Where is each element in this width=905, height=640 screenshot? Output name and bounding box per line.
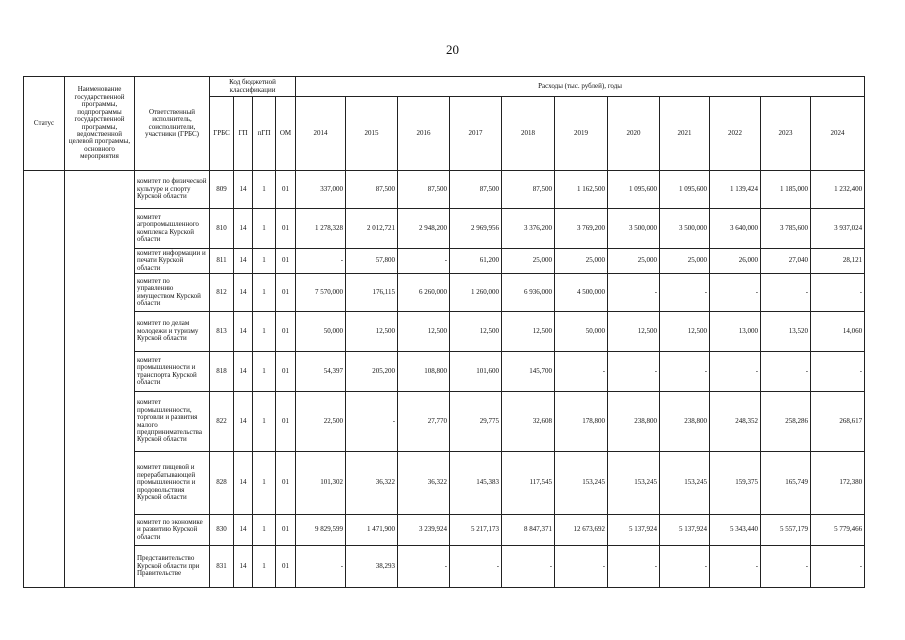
expense-value-cell: 145,700 [502, 352, 555, 392]
expense-value-cell: - [555, 546, 608, 588]
responsible-org-cell: комитет по физической культуре и спорту Курской области [135, 171, 210, 209]
header-expenses: Расходы (тыс. рублей), годы [296, 77, 865, 97]
header-code-col: ГРБС [210, 97, 234, 171]
expense-value-cell: 268,617 [811, 392, 865, 452]
expense-value-cell: 238,800 [660, 392, 710, 452]
code-cell-gp: 14 [234, 546, 253, 588]
expense-value-cell: - [502, 546, 555, 588]
expense-value-cell: 25,000 [502, 249, 555, 274]
expense-value-cell: 12,500 [398, 312, 450, 352]
expense-value-cell: 337,000 [296, 171, 346, 209]
expense-value-cell: 153,245 [555, 452, 608, 515]
responsible-org-cell: комитет по делам молодежи и туризму Курской области [135, 312, 210, 352]
table-row [24, 312, 865, 352]
expense-value-cell: 12,500 [346, 312, 398, 352]
expense-value-cell: 1 260,000 [450, 274, 502, 312]
status-cell [24, 171, 65, 588]
table-row [24, 274, 865, 312]
expense-value-cell: - [811, 546, 865, 588]
expense-value-cell: 12,500 [450, 312, 502, 352]
expense-value-cell: 5 217,173 [450, 515, 502, 546]
expense-value-cell: 3 500,000 [660, 209, 710, 249]
expense-value-cell: - [296, 249, 346, 274]
responsible-org-cell: комитет пищевой и перерабатывающей промышленности и продовольствия Курской области [135, 452, 210, 515]
code-cell-om: 01 [276, 312, 296, 352]
expense-value-cell: 5 343,440 [710, 515, 761, 546]
code-cell-grbs: 813 [210, 312, 234, 352]
header-year: 2022 [710, 97, 761, 171]
expense-value-cell: 101,600 [450, 352, 502, 392]
expense-value-cell: 5 137,924 [660, 515, 710, 546]
expense-value-cell: - [296, 546, 346, 588]
program-name-cell [65, 171, 135, 588]
expense-value-cell: - [660, 546, 710, 588]
expense-value-cell: 87,500 [346, 171, 398, 209]
expense-value-cell: 1 095,600 [608, 171, 660, 209]
expense-value-cell: 8 847,371 [502, 515, 555, 546]
expense-value-cell: 26,000 [710, 249, 761, 274]
expense-value-cell: 36,322 [398, 452, 450, 515]
code-cell-grbs: 812 [210, 274, 234, 312]
expense-value-cell: 28,121 [811, 249, 865, 274]
expense-value-cell: 57,800 [346, 249, 398, 274]
expense-value-cell: 61,200 [450, 249, 502, 274]
code-cell-gp: 14 [234, 452, 253, 515]
expense-value-cell: 12 673,692 [555, 515, 608, 546]
code-cell-pgp: 1 [253, 392, 276, 452]
code-cell-pgp: 1 [253, 209, 276, 249]
code-cell-om: 01 [276, 392, 296, 452]
code-cell-pgp: 1 [253, 249, 276, 274]
expense-value-cell: 2 969,956 [450, 209, 502, 249]
expense-value-cell: - [761, 352, 811, 392]
expense-value-cell: 3 785,600 [761, 209, 811, 249]
code-cell-pgp: 1 [253, 546, 276, 588]
expense-value-cell: - [710, 546, 761, 588]
expense-value-cell: - [346, 392, 398, 452]
table-row [24, 171, 865, 209]
expense-value-cell: 176,115 [346, 274, 398, 312]
code-cell-gp: 14 [234, 171, 253, 209]
expense-value-cell: 87,500 [450, 171, 502, 209]
expense-value-cell: 50,000 [296, 312, 346, 352]
expense-value-cell: 87,500 [502, 171, 555, 209]
expense-value-cell: 1 139,424 [710, 171, 761, 209]
expense-value-cell: 1 278,328 [296, 209, 346, 249]
code-cell-grbs: 830 [210, 515, 234, 546]
code-cell-gp: 14 [234, 312, 253, 352]
responsible-org-cell: комитет промышленности, торговли и развития малого предпринимательства Курской области [135, 392, 210, 452]
expense-value-cell: 3 937,024 [811, 209, 865, 249]
expense-value-cell: 159,375 [710, 452, 761, 515]
header-year: 2021 [660, 97, 710, 171]
table-row [24, 352, 865, 392]
expense-value-cell: - [811, 274, 865, 312]
expense-value-cell: 258,286 [761, 392, 811, 452]
code-cell-grbs: 831 [210, 546, 234, 588]
expense-value-cell: 1 095,600 [660, 171, 710, 209]
code-cell-grbs: 828 [210, 452, 234, 515]
code-cell-pgp: 1 [253, 171, 276, 209]
expense-value-cell: 153,245 [608, 452, 660, 515]
responsible-org-cell: комитет по управлению имуществом Курской области [135, 274, 210, 312]
expense-value-cell: 9 829,599 [296, 515, 346, 546]
expense-value-cell: 54,397 [296, 352, 346, 392]
expense-value-cell: 1 471,900 [346, 515, 398, 546]
expense-value-cell: 153,245 [660, 452, 710, 515]
header-year: 2019 [555, 97, 608, 171]
code-cell-grbs: 810 [210, 209, 234, 249]
expense-value-cell: - [710, 352, 761, 392]
code-cell-pgp: 1 [253, 515, 276, 546]
expense-value-cell: 14,060 [811, 312, 865, 352]
header-code-col: ГП [234, 97, 253, 171]
header-code-col: ОМ [276, 97, 296, 171]
expense-value-cell: 3 376,200 [502, 209, 555, 249]
expense-value-cell: 172,380 [811, 452, 865, 515]
code-cell-gp: 14 [234, 392, 253, 452]
code-cell-gp: 14 [234, 274, 253, 312]
expense-value-cell: 87,500 [398, 171, 450, 209]
code-cell-om: 01 [276, 515, 296, 546]
code-cell-om: 01 [276, 352, 296, 392]
expense-value-cell: 5 779,466 [811, 515, 865, 546]
expense-value-cell: 25,000 [660, 249, 710, 274]
budget-table [23, 76, 865, 588]
expense-value-cell: 205,200 [346, 352, 398, 392]
table-row [24, 209, 865, 249]
expense-value-cell: - [811, 352, 865, 392]
expense-value-cell: 238,800 [608, 392, 660, 452]
table-row [24, 515, 865, 546]
expense-value-cell: 13,000 [710, 312, 761, 352]
expense-value-cell: 38,293 [346, 546, 398, 588]
expense-value-cell: - [761, 274, 811, 312]
header-budget-code: Код бюджетной классификации [210, 77, 296, 97]
expense-value-cell: 145,383 [450, 452, 502, 515]
expense-value-cell: 2 948,200 [398, 209, 450, 249]
expense-value-cell: - [555, 352, 608, 392]
expense-value-cell: 12,500 [660, 312, 710, 352]
expense-value-cell: 178,800 [555, 392, 608, 452]
code-cell-om: 01 [276, 452, 296, 515]
table-row [24, 392, 865, 452]
header-year: 2017 [450, 97, 502, 171]
code-cell-pgp: 1 [253, 352, 276, 392]
code-cell-pgp: 1 [253, 452, 276, 515]
expense-value-cell: 1 185,000 [761, 171, 811, 209]
expense-value-cell: - [608, 274, 660, 312]
expense-value-cell: 22,500 [296, 392, 346, 452]
expense-value-cell: 3 500,000 [608, 209, 660, 249]
table-row [24, 546, 865, 588]
expense-value-cell: 3 239,924 [398, 515, 450, 546]
expense-value-cell: 3 640,000 [710, 209, 761, 249]
expense-value-cell: 27,040 [761, 249, 811, 274]
expense-value-cell: 108,800 [398, 352, 450, 392]
responsible-org-cell: комитет агропромышленного комплекса Курской области [135, 209, 210, 249]
header-code-col: пГП [253, 97, 276, 171]
expense-value-cell: 101,302 [296, 452, 346, 515]
code-cell-om: 01 [276, 546, 296, 588]
expense-value-cell: 25,000 [555, 249, 608, 274]
expense-value-cell: 248,352 [710, 392, 761, 452]
expense-value-cell: 4 500,000 [555, 274, 608, 312]
expense-value-cell: - [660, 352, 710, 392]
expense-value-cell: 36,322 [346, 452, 398, 515]
expense-value-cell: 5 137,924 [608, 515, 660, 546]
code-cell-gp: 14 [234, 352, 253, 392]
code-cell-om: 01 [276, 209, 296, 249]
expense-value-cell: - [660, 274, 710, 312]
expense-value-cell: 32,608 [502, 392, 555, 452]
code-cell-grbs: 809 [210, 171, 234, 209]
header-year: 2014 [296, 97, 346, 171]
responsible-org-cell: комитет информации и печати Курской области [135, 249, 210, 274]
expense-value-cell: - [710, 274, 761, 312]
responsible-org-cell: комитет промышленности и транспорта Курской области [135, 352, 210, 392]
expense-value-cell: 165,749 [761, 452, 811, 515]
code-cell-gp: 14 [234, 515, 253, 546]
header-year: 2016 [398, 97, 450, 171]
expense-value-cell: 6 260,000 [398, 274, 450, 312]
expense-value-cell: 1 232,400 [811, 171, 865, 209]
expense-value-cell: - [608, 546, 660, 588]
expense-value-cell: 117,545 [502, 452, 555, 515]
expense-value-cell: 50,000 [555, 312, 608, 352]
expense-value-cell: 6 936,000 [502, 274, 555, 312]
expense-value-cell: 29,775 [450, 392, 502, 452]
code-cell-grbs: 818 [210, 352, 234, 392]
expense-value-cell: - [761, 546, 811, 588]
expense-value-cell: 25,000 [608, 249, 660, 274]
code-cell-grbs: 811 [210, 249, 234, 274]
code-cell-om: 01 [276, 249, 296, 274]
page-number: 20 [446, 42, 459, 57]
expense-value-cell: 2 012,721 [346, 209, 398, 249]
expense-value-cell: 12,500 [502, 312, 555, 352]
header-responsible: Ответственный исполнитель, соисполнители, участники (ГРБС) [135, 77, 210, 171]
table-row [24, 249, 865, 274]
expense-value-cell: 27,770 [398, 392, 450, 452]
header-year: 2023 [761, 97, 811, 171]
expense-value-cell: - [608, 352, 660, 392]
code-cell-gp: 14 [234, 209, 253, 249]
expense-value-cell: - [450, 546, 502, 588]
header-year: 2015 [346, 97, 398, 171]
code-cell-gp: 14 [234, 249, 253, 274]
expense-value-cell: 3 769,200 [555, 209, 608, 249]
expense-value-cell: - [398, 546, 450, 588]
code-cell-om: 01 [276, 274, 296, 312]
expense-value-cell: 12,500 [608, 312, 660, 352]
responsible-org-cell: Представительство Курской области при Правительстве [135, 546, 210, 588]
header-program-name: Наименование государственной программы, подпрограммы государственной программы, ведомственной целевой программы, основного мероприятия [65, 77, 135, 171]
expense-value-cell: - [398, 249, 450, 274]
responsible-org-cell: комитет по экономике и развитию Курской области [135, 515, 210, 546]
code-cell-grbs: 822 [210, 392, 234, 452]
expense-value-cell: 7 570,000 [296, 274, 346, 312]
header-year: 2018 [502, 97, 555, 171]
header-year: 2024 [811, 97, 865, 171]
code-cell-pgp: 1 [253, 312, 276, 352]
header-status: Статус [24, 77, 65, 171]
code-cell-om: 01 [276, 171, 296, 209]
expense-value-cell: 13,520 [761, 312, 811, 352]
expense-value-cell: 1 162,500 [555, 171, 608, 209]
code-cell-pgp: 1 [253, 274, 276, 312]
expense-value-cell: 5 557,179 [761, 515, 811, 546]
header-year: 2020 [608, 97, 660, 171]
table-row [24, 452, 865, 515]
